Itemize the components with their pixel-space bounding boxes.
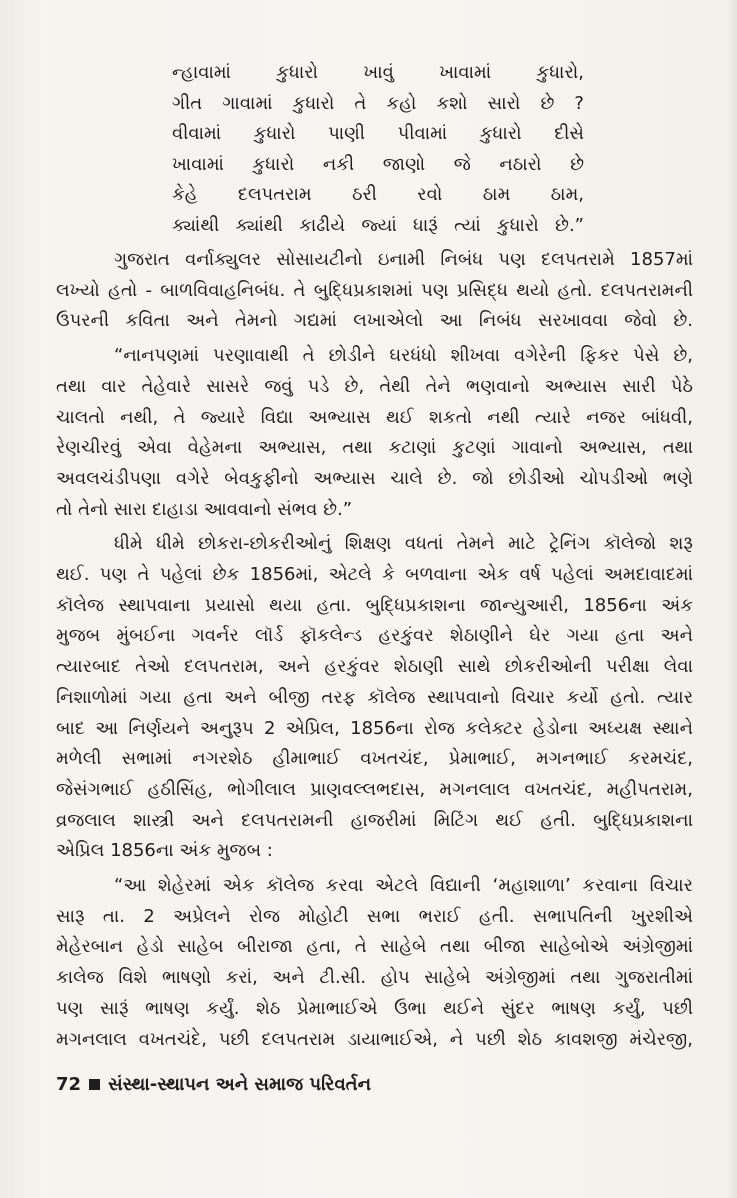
paragraph-3 — [56, 529, 693, 867]
page-footer — [56, 1074, 371, 1095]
text-line: મેહેરબાન હેડો સાહેબ બીરાજા હતા, તે સાહેબે તથા બીજા સાહેબોએ અંગ્રેજીમાં — [56, 936, 693, 958]
text-line: થઈ. પણ તે પહેલાં છેક 1856માં, એટલે કે બળવાના એક વર્ષ પહેલાં અમદાવાદમાં — [56, 564, 693, 586]
poem-line: ન્હાવામાં કુધારો ખાવું ખાવામાં કુધારો, — [172, 62, 584, 83]
poem-block — [172, 58, 584, 241]
text-line: મગનલાલ વખતચંદે, પછી દલપતરામ ડાયાભાઈએ, ને પછી શેઠ કાવશજી મંચેરજી, — [56, 1028, 693, 1050]
square-bullet-icon — [89, 1079, 100, 1090]
text-line: પણ સારૂં ભાષણ કર્યું. શેઠ પ્રેમાભાઈએ ઉભા થઈને સુંદર ભાષણ કર્યું, પછી — [56, 997, 693, 1019]
text-line: બાદ આ નિર્ણયને અનુરૂપ 2 એપ્રિલ, 1856ના રોજ કલેક્ટર હેડોના અધ્યક્ષ સ્થાને — [56, 717, 693, 739]
text-line: વ્રજલાલ શાસ્ત્રી અને દલપતરામની હાજરીમાં મિટિંગ થઈ હતી. બુદ્ધિપ્રકાશના — [56, 809, 693, 831]
page-number: 72 — [56, 1074, 82, 1095]
text-line: જેસંગભાઈ હઠીસિંહ, ભોગીલાલ પ્રાણવલ્લભદાસ, મગનલાલ વખતચંદ, મહીપતરામ, — [56, 778, 693, 800]
text-line: કૉલેજ સ્થાપવાના પ્રયાસો થયા હતા. બુદ્ધિપ્રકાશના જાન્યુઆરી, 1856ના અંક — [56, 594, 693, 616]
poem-line: ક્યાંથી ક્યાંથી કાઢીયે જ્યાં ધારૂં ત્યાં કુધારો છે.” — [172, 214, 584, 236]
text-line: ત્યારબાદ તેઓ દલપતરામ, અને હરકુંવર શેઠાણી સાથે છોકરીઓની પરીક્ષા લેવા — [56, 656, 693, 678]
text-line: ધીમે ધીમે છોકરા-છોકરીઓનું શિક્ષણ વધતાં તેમને માટે ટ્રેનિંગ કૉલેજો શરૂ — [114, 533, 693, 555]
text-line: “આ શેહેરમાં એક કૉલેજ કરવા એટલે વિદ્યાની ‘મહાશાળા’ કરવાના વિચાર — [114, 875, 693, 897]
text-line: નિશાળોમાં ગયા હતા અને બીજી તરફ કૉલેજ સ્થાપવાનો વિચાર કર્યો હતો. ત્યાર — [56, 686, 693, 708]
text-line: મુજબ મુંબઈના ગવર્નર લૉર્ડ ફૉકલેન્ડ હરકુંવર શેઠાણીને ઘેર ગયા હતા અને — [56, 625, 693, 647]
text-line: તથા વાર તેહેવારે સાસરે જવું પડે છે, તેથી તેને ભણવાનો અભ્યાસ સારી પેઠે — [56, 375, 693, 397]
poem-line: ગીત ગાવામાં કુધારો તે કહો કશો સારો છે ? — [172, 92, 584, 114]
text-line: રેણચીરવું એવા વેહેમના અભ્યાસ, તથા કટાણાં કુટણાં ગાવાનો અભ્યાસ, તથા — [56, 437, 693, 459]
text-line: “નાનપણમાં પરણાવાથી તે છોડીને ઘરધંધો શીખવા વગેરેની ફિકર પેસે છે, — [114, 345, 693, 367]
book-title: સંસ્થા-સ્થાપન અને સમાજ પરિવર્તન — [108, 1074, 371, 1095]
text-line: અવલચંડીપણા વગેરે બેવકુફીનો અભ્યાસ ચાલે છે. જો છોડીઓ ચોપડીઓ ભણે — [56, 467, 693, 489]
text-line: તો તેનો સારા દાહાડા આવવાનો સંભવ છે.” — [56, 498, 353, 520]
text-line: લખ્યો હતો - બાળવિવાહનિબંધ. તે બુદ્ધિપ્રકાશમાં પણ પ્રસિદ્ધ થયો હતો. દલપતરામની — [56, 279, 693, 301]
text-line: કાલેજ વિશે ભાષણો કરાં, અને ટી.સી. હોપ સાહેબે અંગ્રેજીમાં તથા ગુજરાતીમાં — [56, 967, 693, 989]
text-line: ગુજરાત વર્નાક્યુલર સોસાયટીનો ઇનામી નિબંધ પણ દલપતરામે 1857માં — [114, 249, 693, 270]
poem-line: કેહે દલપતરામ ઠરી રવો ઠામ ઠામ, — [172, 184, 584, 205]
text-line: ઉપરની કવિતા અને તેમનો ગદ્યમાં લખાએલો આ નિબંધ સરખાવવા જેવો છે. — [56, 310, 693, 332]
paragraph-4-quote — [56, 871, 693, 1055]
text-line: મળેલી સભામાં નગરશેઠ હીમાભાઈ વખતચંદ, પ્રેમાભાઈ, મગનભાઈ કરમચંદ, — [56, 748, 693, 770]
text-line: ચાલતો નથી, તે જ્યારે વિદ્યા અભ્યાસ થઈ શકતો નથી ત્યારે નજર બાંધવી, — [56, 406, 693, 428]
binding-shadow — [727, 0, 737, 1198]
poem-line: વીવામાં કુધારો પાણી પીવામાં કુધારો દીસે — [172, 123, 584, 144]
text-line: સારૂ તા. 2 અપ્રેલને રોજ મોહોટી સભા ભરાઈ હતી. સભાપતિની ખુરશીએ — [56, 905, 693, 927]
paragraph-1 — [56, 245, 693, 337]
text-line: એપ્રિલ 1856ના અંક મુજબ : — [56, 840, 273, 862]
paragraph-2-quote — [56, 341, 693, 525]
poem-line: ખાવામાં કુધારો નકી જાણો જે નઠારો છે — [172, 153, 584, 175]
body-text — [56, 245, 693, 1055]
